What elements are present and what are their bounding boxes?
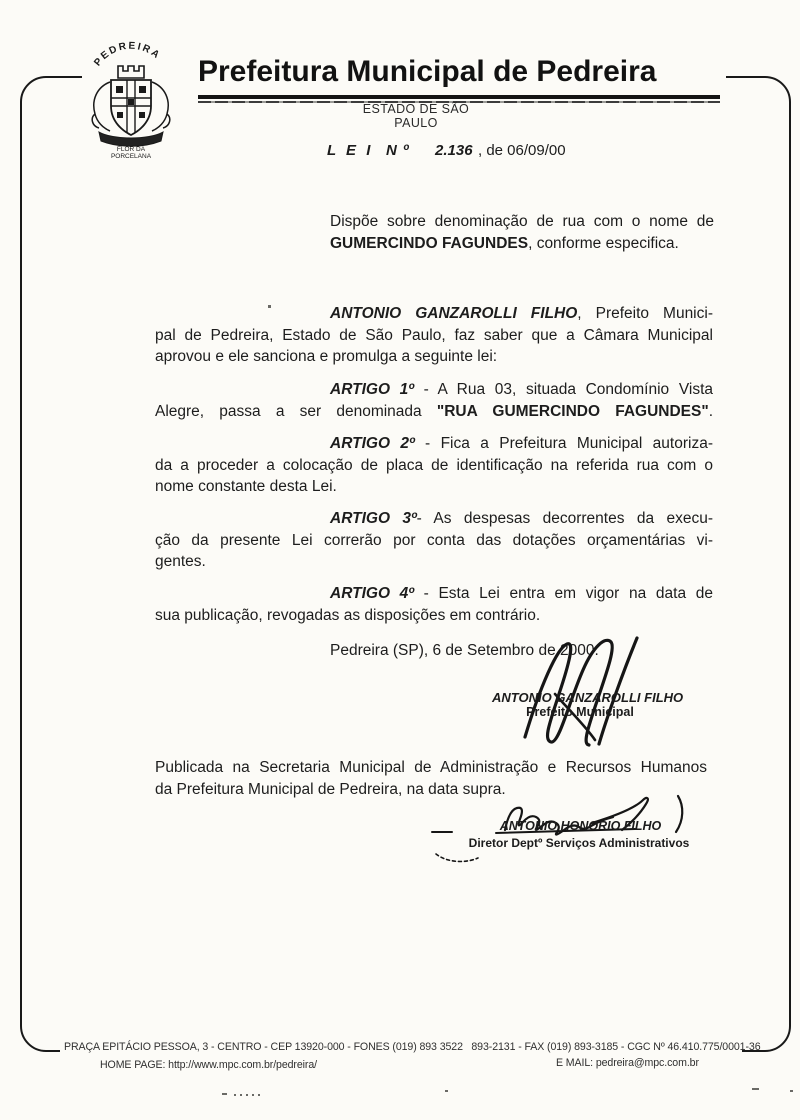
place-date-line: Pedreira (SP), 6 de Setembro de 2000. bbox=[330, 642, 599, 659]
preamble-line-1 bbox=[155, 303, 713, 325]
article-4-line-2: sua publicação, revogadas as disposições em contrário. bbox=[155, 606, 541, 624]
coat-of-arms bbox=[80, 24, 182, 158]
article-1-line-2-end: . bbox=[708, 402, 713, 420]
emblem-arc-text: PEDREIRA bbox=[92, 40, 163, 69]
footer-email: E MAIL: pedreira@mpc.com.br bbox=[556, 1057, 699, 1069]
emblem-motto-2: PORCELANA bbox=[110, 153, 152, 158]
summary-line-1: Dispõe sobre denominação de rua com o nome de bbox=[330, 213, 714, 230]
preamble-line-2: pal de Pedreira, Estado de São Paulo, faz saber que a Câmara Municipal bbox=[155, 326, 713, 344]
letterhead-subtitle: ESTADO DE SÃO PAULO bbox=[362, 102, 470, 130]
emblem-flourish-left bbox=[92, 82, 110, 131]
article-1-label: ARTIGO 1º bbox=[330, 381, 414, 398]
article-2-line-2: da a proceder a colocação de placa de identificação na referida rua com o bbox=[155, 456, 713, 474]
article-3-line-3: gentes. bbox=[155, 553, 206, 570]
scan-speck bbox=[445, 1090, 448, 1092]
street-new-name: "RUA GUMERCINDO FAGUNDES" bbox=[436, 402, 709, 420]
article-3-label: ARTIGO 3º bbox=[330, 510, 417, 527]
street-honoree-name: GUMERCINDO FAGUNDES bbox=[330, 235, 529, 252]
emblem-crown bbox=[118, 66, 144, 78]
scan-speck bbox=[222, 1093, 227, 1095]
mayor-signature-role: Prefeito Municipal bbox=[526, 705, 634, 719]
footer-address-line: PRAÇA EPITÁCIO PESSOA, 3 - CENTRO - CEP 13920-000 - FONES (019) 893 3522 893-2131 - FAX (019) 893-3185 - CGC Nº 46.410.775/0001-36 bbox=[64, 1041, 761, 1053]
footer-homepage: HOME PAGE: http://www.mpc.com.br/pedreira/ bbox=[100, 1059, 317, 1071]
emblem-flourish-right bbox=[152, 82, 170, 131]
article-1-line-2 bbox=[155, 401, 713, 423]
preamble-line-1-rest: , Prefeito Munici- bbox=[577, 305, 713, 322]
scan-speck bbox=[246, 1094, 248, 1096]
article-3-line-1 bbox=[155, 508, 713, 530]
article-2 bbox=[155, 433, 713, 498]
article-3-line-1-rest: - As despesas decorrentes da execu- bbox=[416, 510, 713, 527]
scan-speck bbox=[752, 1088, 759, 1090]
law-number-line bbox=[0, 142, 800, 162]
scan-speck bbox=[240, 1094, 242, 1096]
preamble-paragraph bbox=[155, 303, 713, 368]
title-underline-thick bbox=[198, 95, 720, 99]
article-2-label: ARTIGO 2º bbox=[330, 435, 415, 452]
director-signature-role: Diretor Deptº Serviços Administrativos bbox=[468, 836, 690, 850]
article-4-line-1-rest: - Esta Lei entra em vigor na data de bbox=[413, 585, 713, 602]
article-3 bbox=[155, 508, 713, 573]
scan-speck bbox=[790, 1090, 793, 1092]
preamble-line-3: aprovou e ele sanciona e promulga a seguinte lei: bbox=[155, 348, 498, 365]
article-3-line-2: ção da presente Lei correrão por conta das dotações orçamentárias vi- bbox=[155, 531, 713, 549]
scan-speck bbox=[258, 1094, 260, 1096]
scan-speck bbox=[252, 1094, 254, 1096]
article-1-line-1 bbox=[155, 379, 713, 401]
article-2-line-1 bbox=[155, 433, 713, 455]
mayor-name: ANTONIO GANZAROLLI FILHO bbox=[330, 305, 578, 322]
article-2-line-1-rest: - Fica a Prefeitura Municipal autoriza- bbox=[414, 435, 713, 452]
law-summary bbox=[330, 211, 714, 255]
mayor-signature-name: ANTONIO GANZAROLLI FILHO bbox=[492, 690, 684, 705]
director-signature-name: ANTONIO HONORIO FILHO bbox=[499, 819, 662, 833]
article-1-line-2-pre: Alegre, passa a ser denominada bbox=[155, 402, 437, 420]
law-number: 2.136 bbox=[435, 142, 473, 159]
publication-line-1: Publicada na Secretaria Municipal de Administração e Recursos Humanos bbox=[155, 759, 707, 776]
law-numero-label: N º bbox=[386, 142, 410, 159]
article-4-line-1 bbox=[155, 583, 713, 605]
article-4-label: ARTIGO 4º bbox=[330, 585, 414, 602]
article-2-line-3: nome constante desta Lei. bbox=[155, 478, 337, 495]
article-4 bbox=[155, 583, 713, 626]
scan-speck bbox=[268, 305, 271, 308]
letterhead-title: Prefeitura Municipal de Pedreira bbox=[198, 55, 657, 88]
emblem-motto-1: FLOR DA bbox=[116, 146, 146, 153]
law-date: , de 06/09/00 bbox=[478, 142, 566, 159]
article-1-line-1-rest: - A Rua 03, situada Condomínio Vista bbox=[413, 381, 713, 398]
publication-line-2: da Prefeitura Municipal de Pedreira, na data supra. bbox=[155, 780, 506, 798]
article-1 bbox=[155, 379, 713, 422]
law-label: L E I bbox=[327, 142, 374, 159]
scan-speck bbox=[234, 1094, 236, 1096]
summary-line-2-rest: , conforme especifica. bbox=[528, 235, 679, 252]
summary-line-2 bbox=[330, 233, 714, 255]
